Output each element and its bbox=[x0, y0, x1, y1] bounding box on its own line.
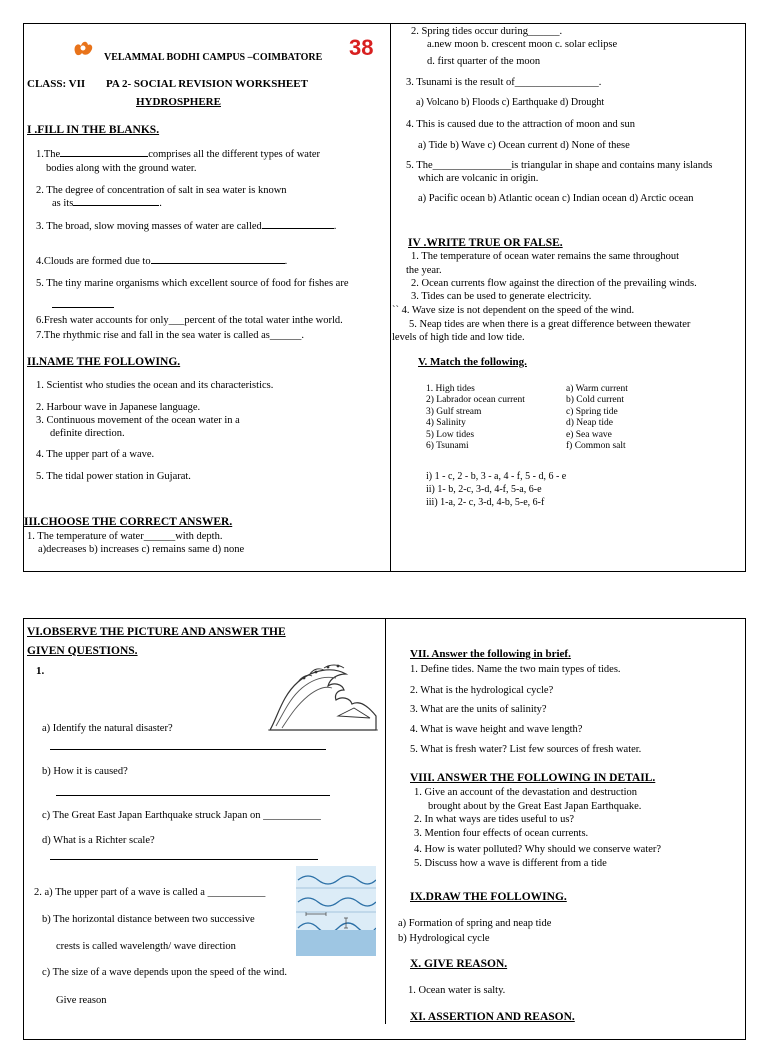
observe-q2b: b) The horizontal distance between two successive bbox=[42, 914, 255, 925]
fill-blank-q2: 2. The degree of concentration of salt in sea water is known bbox=[36, 185, 287, 196]
section-10-heading: X. GIVE REASON. bbox=[410, 958, 508, 970]
draw-b: b) Hydrological cycle bbox=[398, 933, 490, 944]
match-option-2: ii) 1- b, 2-c, 3-d, 4-f, 5-a, 6-e bbox=[426, 484, 542, 495]
choose-q5-cont: which are volcanic in origin. bbox=[418, 173, 539, 184]
brief-q2: 2. What is the hydrological cycle? bbox=[410, 685, 554, 696]
observe-q1-number: 1. bbox=[36, 665, 45, 677]
match-option-1: i) 1 - c, 2 - b, 3 - a, 4 - f, 5 - d, 6 - e bbox=[426, 471, 567, 482]
worksheet-page-1 bbox=[23, 23, 746, 572]
school-name: VELAMMAL BODHI CAMPUS –COIMBATORE bbox=[104, 52, 323, 63]
logo-badge: 38 bbox=[349, 35, 374, 60]
section-3-heading: III.CHOOSE THE CORRECT ANSWER. bbox=[24, 516, 233, 528]
fill-blank-q6: 6.Fresh water accounts for only___percent of the total water inthe world. bbox=[36, 315, 343, 326]
observe-qa: a) Identify the natural disaster? bbox=[42, 723, 173, 734]
section-7-heading: VII. Answer the following in brief. bbox=[410, 648, 571, 660]
choose-q1-options: a)decreases b) increases c) remains same d) none bbox=[38, 544, 245, 555]
observe-q2c-cont: Give reason bbox=[56, 995, 107, 1006]
choose-q5: 5. The_______________is triangular in shape and contains many islands bbox=[406, 160, 713, 171]
detail-q5: 5. Discuss how a wave is different from a tide bbox=[414, 858, 607, 869]
tf-q4: `` 4. Wave size is not dependent on the speed of the wind. bbox=[392, 305, 635, 316]
fill-blank-q1-cont: bodies along with the ground water. bbox=[46, 163, 197, 174]
observe-q2a: 2. a) The upper part of a wave is called a ___________ bbox=[34, 887, 266, 898]
choose-q4: 4. This is caused due to the attraction of moon and sun bbox=[406, 119, 636, 130]
match-left-6: 6) Tsunami bbox=[426, 440, 469, 451]
choose-q3: 3. Tsunami is the result of________________. bbox=[406, 77, 602, 88]
name-q3-cont: definite direction. bbox=[50, 428, 125, 439]
observe-q2c: c) The size of a wave depends upon the speed of the wind. bbox=[42, 967, 288, 978]
choose-q3-options: a) Volcano b) Floods c) Earthquake d) Drought bbox=[416, 97, 605, 108]
detail-q2: 2. In what ways are tides useful to us? bbox=[414, 814, 575, 825]
fill-blank-q5-line bbox=[52, 307, 114, 308]
choose-q2-options-cont: d. first quarter of the moon bbox=[427, 56, 541, 67]
detail-q4: 4. How is water polluted? Why should we conserve water? bbox=[414, 844, 662, 855]
detail-q1: 1. Give an account of the devastation and destruction bbox=[414, 787, 638, 798]
match-option-3: iii) 1-a, 2- c, 3-d, 4-b, 5-e, 6-f bbox=[426, 497, 545, 508]
section-9-heading: IX.DRAW THE FOLLOWING. bbox=[410, 891, 567, 903]
brief-q1: 1. Define tides. Name the two main types of tides. bbox=[410, 664, 621, 675]
section-4-heading: IV .WRITE TRUE OR FALSE. bbox=[408, 237, 563, 249]
observe-qd: d) What is a Richter scale? bbox=[42, 835, 155, 846]
column-divider-1 bbox=[390, 23, 391, 571]
section-8-heading: VIII. ANSWER THE FOLLOWING IN DETAIL. bbox=[410, 772, 656, 784]
section-11-heading: XI. ASSERTION AND REASON. bbox=[410, 1011, 575, 1023]
subject-title: HYDROSPHERE bbox=[136, 96, 221, 108]
fill-blank-q1: 1.The comprises all the different types of water bbox=[36, 149, 321, 160]
tf-q1: 1. The temperature of ocean water remains the same throughout bbox=[411, 251, 680, 262]
observe-q2b-cont: crests is called wavelength/ wave direction bbox=[56, 941, 236, 952]
tf-q5-cont: levels of high tide and low tide. bbox=[392, 332, 525, 343]
draw-a: a) Formation of spring and neap tide bbox=[398, 918, 552, 929]
tf-q1-cont: the year. bbox=[406, 265, 442, 276]
observe-qa-line bbox=[50, 749, 326, 750]
observe-qb-line bbox=[56, 795, 330, 796]
match-right-b: b) Cold current bbox=[566, 395, 625, 406]
fill-blank-q2-cont: as its . bbox=[52, 198, 162, 209]
match-right-e: e) Sea wave bbox=[566, 429, 612, 440]
detail-q3: 3. Mention four effects of ocean currents. bbox=[414, 828, 589, 839]
fill-blank-q3: 3. The broad, slow moving masses of water are called . bbox=[36, 221, 337, 232]
match-right-a: a) Warm current bbox=[566, 384, 628, 394]
match-left-4: 4) Salinity bbox=[426, 418, 466, 429]
choose-q5-options: a) Pacific ocean b) Atlantic ocean c) Indian ocean d) Arctic ocean bbox=[418, 193, 694, 204]
brief-q4: 4. What is wave height and wave length? bbox=[410, 724, 583, 735]
match-left-1: 1. High tides bbox=[426, 384, 475, 394]
choose-q2: 2. Spring tides occur during______. bbox=[411, 26, 563, 37]
fill-blank-q4: 4.Clouds are formed due to . bbox=[36, 256, 288, 267]
match-left-5: 5) Low tides bbox=[426, 429, 475, 440]
choose-q4-options: a) Tide b) Wave c) Ocean current d) None of these bbox=[418, 140, 630, 151]
section-6-heading-cont: GIVEN QUESTIONS. bbox=[27, 645, 138, 657]
match-left-3: 3) Gulf stream bbox=[426, 406, 482, 417]
section-6-heading: VI.OBSERVE THE PICTURE AND ANSWER THE bbox=[27, 626, 286, 638]
observe-qc: c) The Great East Japan Earthquake struck Japan on ___________ bbox=[42, 810, 321, 821]
observe-qd-line bbox=[50, 859, 318, 860]
wave-diagram-image bbox=[296, 866, 376, 956]
name-q4: 4. The upper part of a wave. bbox=[36, 449, 155, 460]
choose-q2-options: a.new moon b. crescent moon c. solar eclipse bbox=[427, 39, 618, 50]
reason-q1: 1. Ocean water is salty. bbox=[408, 985, 506, 996]
great-wave-image bbox=[268, 656, 378, 732]
observe-qb: b) How it is caused? bbox=[42, 766, 128, 777]
column-divider-2 bbox=[385, 618, 386, 1024]
detail-q1-cont: brought about by the Great East Japan Earthquake. bbox=[428, 801, 642, 812]
choose-q1: 1. The temperature of water______with depth. bbox=[27, 531, 223, 542]
tf-q3: 3. Tides can be used to generate electricity. bbox=[411, 291, 592, 302]
class-label: CLASS: VII bbox=[27, 78, 86, 90]
name-q3: 3. Continuous movement of the ocean water in a bbox=[36, 415, 240, 426]
match-left-2: 2) Labrador ocean current bbox=[426, 395, 525, 406]
match-table bbox=[426, 384, 628, 452]
section-2-heading: II.NAME THE FOLLOWING. bbox=[27, 356, 181, 368]
fill-blank-q7: 7.The rhythmic rise and fall in the sea water is called as______. bbox=[36, 330, 304, 341]
school-logo-icon bbox=[72, 38, 94, 58]
tf-q2: 2. Ocean currents flow against the direction of the prevailing winds. bbox=[411, 278, 697, 289]
fill-blank-q5: 5. The tiny marine organisms which excellent source of food for fishes are bbox=[36, 278, 349, 289]
match-right-d: d) Neap tide bbox=[566, 418, 613, 429]
section-1-heading: I .FILL IN THE BLANKS. bbox=[27, 124, 160, 136]
section-5-heading: V. Match the following. bbox=[418, 356, 527, 368]
match-right-c: c) Spring tide bbox=[566, 406, 618, 417]
worksheet-title: PA 2- SOCIAL REVISION WORKSHEET bbox=[106, 78, 308, 90]
name-q1: 1. Scientist who studies the ocean and its characteristics. bbox=[36, 380, 274, 391]
brief-q3: 3. What are the units of salinity? bbox=[410, 704, 547, 715]
tf-q5: 5. Neap tides are when there is a great difference between thewater bbox=[409, 319, 691, 330]
match-right-f: f) Common salt bbox=[566, 440, 626, 451]
brief-q5: 5. What is fresh water? List few sources of fresh water. bbox=[410, 744, 642, 755]
name-q2: 2. Harbour wave in Japanese language. bbox=[36, 402, 201, 413]
name-q5: 5. The tidal power station in Gujarat. bbox=[36, 471, 191, 482]
